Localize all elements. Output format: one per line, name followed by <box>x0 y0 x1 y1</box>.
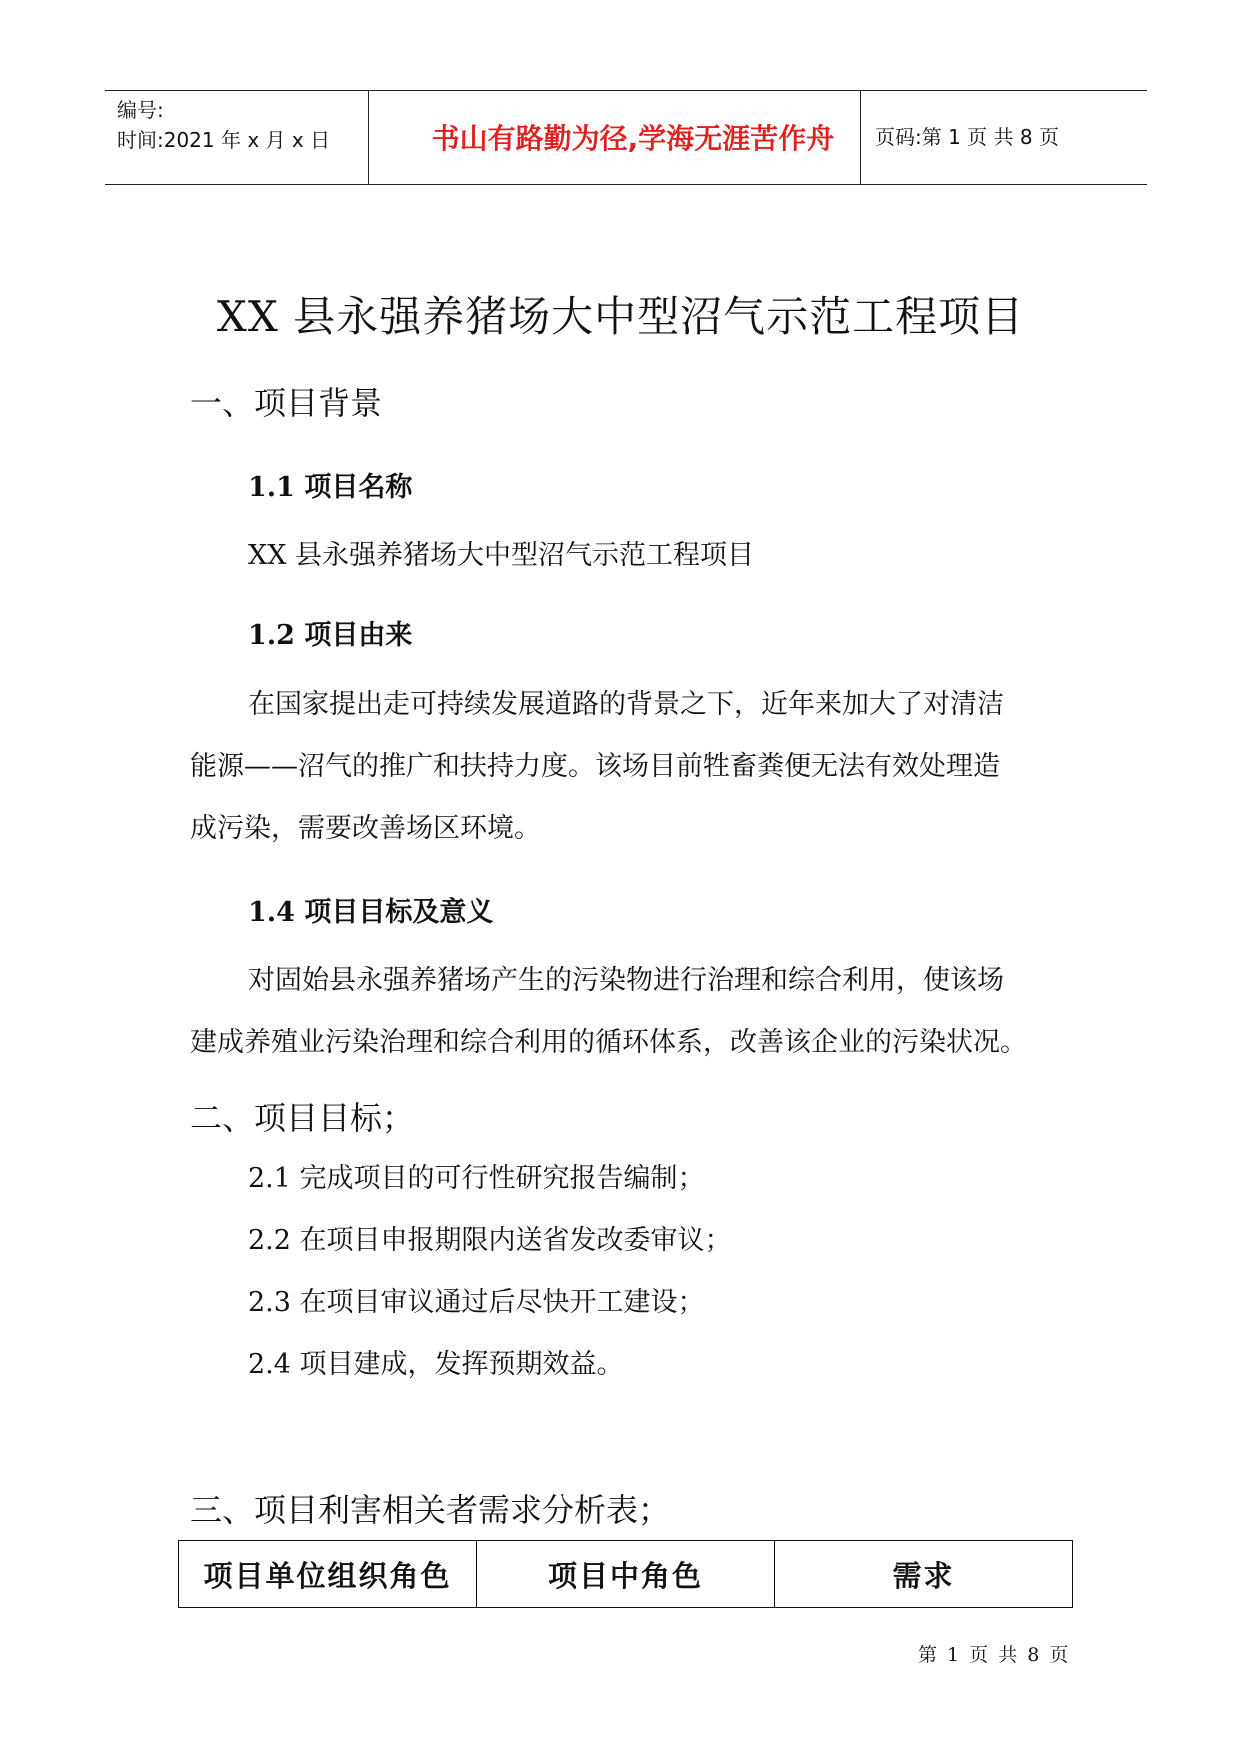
time-label: 时间:2021 年 x 月 x 日 <box>117 128 331 152</box>
paragraph-line: 成污染，需要改善场区环境。 <box>190 813 541 844</box>
section-1-2-body <box>190 674 1070 860</box>
header-meta <box>117 95 330 155</box>
document-title: XX 县永强养猪场大中型沼气示范工程项目 <box>216 292 1025 341</box>
section-1-heading: 一、项目背景 <box>190 384 383 422</box>
objectives-list <box>248 1148 732 1396</box>
section-1-4-heading: 1.4 项目目标及意义 <box>248 897 494 928</box>
section-3-heading: 三、项目利害相关者需求分析表； <box>190 1491 671 1529</box>
list-item: 2.4 项目建成，发挥预期效益。 <box>248 1349 624 1380</box>
header-divider <box>368 91 369 184</box>
section-1-1-text: XX 县永强养猪场大中型沼气示范工程项目 <box>248 540 755 571</box>
paragraph-line: 建成养殖业污染治理和综合利用的循环体系，改善该企业的污染状况。 <box>190 1027 1027 1058</box>
table-header-cell: 项目单位组织角色 <box>203 1558 452 1593</box>
section-1-4-body <box>190 950 1070 1074</box>
paragraph-line: 对固始县永强养猪场产生的污染物进行治理和综合利用，使该场 <box>248 965 1004 996</box>
table-header-cell: 需求 <box>774 1541 1072 1607</box>
page-footer: 第 1 页 共 8 页 <box>918 1644 1071 1666</box>
table-header-cell: 项目中角色 <box>476 1541 774 1607</box>
paragraph-line: 能源——沼气的推广和扶持力度。该场目前牲畜粪便无法有效处理造 <box>190 751 1000 782</box>
stakeholder-table <box>178 1540 1073 1608</box>
section-1-2-heading: 1.2 项目由来 <box>248 620 413 651</box>
list-item: 2.3 在项目审议通过后尽快开工建设； <box>248 1287 705 1318</box>
list-item: 2.2 在项目申报期限内送省发改委审议； <box>248 1225 732 1256</box>
paragraph-line: 在国家提出走可持续发展道路的背景之下，近年来加大了对清洁 <box>248 689 1004 720</box>
section-1-1-heading: 1.1 项目名称 <box>248 472 413 503</box>
header-page-number: 页码:第 1 页 共 8 页 <box>875 125 1059 149</box>
list-item: 2.1 完成项目的可行性研究报告编制； <box>248 1163 705 1194</box>
header-motto: 书山有路勤为径,学海无涯苦作舟 <box>431 122 835 155</box>
number-label: 编号: <box>117 98 164 122</box>
section-2-heading: 二、项目目标； <box>190 1099 415 1137</box>
page-header <box>105 90 1147 185</box>
